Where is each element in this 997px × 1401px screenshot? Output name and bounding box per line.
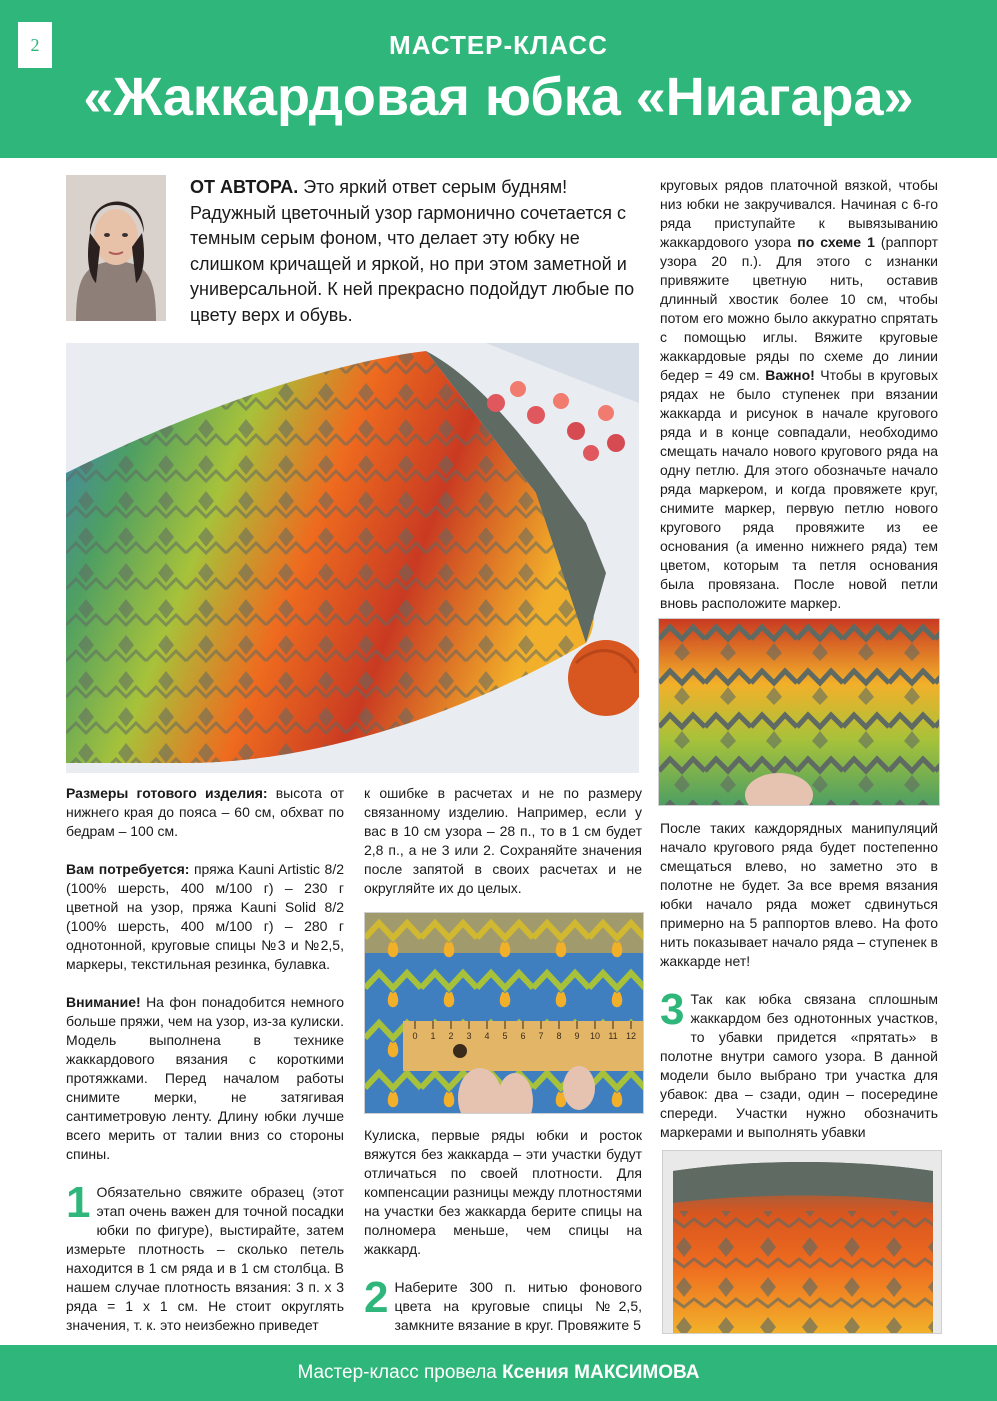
- attention-label: Внимание!: [66, 994, 141, 1010]
- footer-prefix: Мастер-класс провела: [297, 1362, 503, 1383]
- page-number: 2: [18, 22, 52, 68]
- ruler-number: 1: [430, 1031, 436, 1041]
- column-2: [364, 784, 642, 917]
- ruler-number: 4: [484, 1031, 490, 1041]
- step-1-number: 1: [66, 1178, 91, 1227]
- header-band: [0, 0, 997, 158]
- materials-label: Вам потребуется:: [66, 861, 190, 877]
- column-1: [66, 784, 344, 1354]
- col3-text-d: После таких каждорядных манипуляций начало кругового ряда будет постепенно смещаться влево, но заметно это в полотне не будет. За все время вязания юбки начало ряда может сдвинуться примерно на 5 раппортов влево. На фото нить показывает начало ряда – ступенек в жаккарде нет!: [660, 820, 938, 969]
- scheme-label: по схеме 1: [797, 234, 875, 250]
- footer-band: [0, 1345, 997, 1401]
- step-3-number: 3: [660, 985, 685, 1034]
- page-title: «Жаккардовая юбка «Ниагара»: [83, 67, 914, 127]
- ruler-number: 8: [556, 1031, 562, 1041]
- col3-text-a: круговых рядов платочной вязкой, чтобы низ юбки не закручивался. Начиная с 6-го ряда приступайте к вывязыванию жаккардового узора: [660, 177, 938, 250]
- author-intro: [190, 175, 640, 328]
- step-2-number: 2: [364, 1273, 389, 1322]
- ruler-number: 2: [448, 1031, 454, 1041]
- skirt-main-photo: [66, 343, 639, 773]
- jacquard-rows-photo: [658, 618, 940, 806]
- section-kicker: МАСТЕР-КЛАСС: [389, 30, 608, 60]
- column-3-lower: [660, 819, 938, 1161]
- sizes-text: высота от нижнего края до пояса – 60 см, обхват по бедрам – 100 см.: [66, 785, 344, 839]
- col3-text-c: Чтобы в круговых рядах не было ступенек при вязании жаккарда и рисунок в начале кругового ряда и в конце совпадали, необходимо смещать начало нового кругового ряда на одну петлю. Для этого обозначьте начало ряда маркером, и когда провяжете круг, снимите маркер, первую петлю нового кругового ряда провяжите из ее основания (а именно нижнего ряда) тем цветом, которым та петля основания была провязана. После новой петли вновь расположите маркер.: [660, 367, 938, 611]
- column-2-text: к ошибке в расчетах и не по размеру связанному изделию. Например, если у вас в 10 см узора – 28 п., то в 1 см будет 2,8 п., а не 3 или 2. Сохраняйте значения после запятой в своих расчетах и не округляйте их до целых.: [364, 785, 642, 896]
- ruler-photo: [364, 912, 644, 1114]
- ruler-number: 6: [520, 1031, 526, 1041]
- photo-caption: Кулиска, первые ряды юбки и росток вяжутся без жаккарда – эти участки будут отличаться по своей плотности. Для компенсации разницы между плотностями на участки без жаккарда берите спицы на полномера меньше, чем спицы на жаккард.: [364, 1127, 642, 1257]
- ruler-number: 5: [502, 1031, 508, 1041]
- step-3-text: Так как юбка связана сплошным жаккардом без однотонных участков, то убавки придется «прятать» в полотне внутри самого узора. В данной модели было выбрано три участка для убавок: два – сзади, один – посередине спереди. Участки нужно обозначить маркерами и выполнять убавки: [660, 991, 938, 1140]
- intro-lead: ОТ АВТОРА.: [190, 177, 299, 197]
- step-2-text: Наберите 300 п. нитью фонового цвета на круговые спицы №2,5, замкните вязание в круг. Провяжите 5: [394, 1279, 642, 1333]
- ruler-number: 0: [412, 1031, 418, 1041]
- column-3: [660, 176, 938, 632]
- ruler-number: 10: [589, 1031, 601, 1041]
- ruler-number: 11: [608, 1031, 618, 1041]
- materials-text: пряжа Kauni Artistic 8/2 (100% шерсть, 400 м/100 г) – 230 г цветной на узор, пряжа Kauni Solid 8/2 (100% шерсть, 400 м/100 г) – 280 г однотонной, круговые спицы №3 и №2,5, маркеры, текстильная резинка, булавка.: [66, 861, 344, 972]
- column-2-lower: [364, 1126, 642, 1354]
- ruler-number: 9: [574, 1031, 580, 1041]
- ruler-number: 12: [625, 1031, 637, 1041]
- ruler-number: 3: [466, 1031, 472, 1041]
- skirt-waist-photo: [662, 1150, 942, 1334]
- attention-text: На фон понадобится немного больше пряжи, чем на узор, из-за кулиски. Модель выполнена в технике жаккардового вязания с короткими протяжками. Перед началом работы снимите мерки, не затягивая сантиметровую ленту. Длину юбки лучше всего мерить от талии вниз со стороны спины.: [66, 994, 344, 1162]
- footer-author: Ксения МАКСИМОВА: [502, 1362, 700, 1383]
- ruler-number: 7: [538, 1031, 544, 1041]
- col3-text-b: (раппорт узора 20 п.). Для этого с изнанки привяжите цветную нить, оставив длинный хвостик более 10 см, чтобы потом его можно было аккуратно спрятать с помощью иглы. Вяжите круговые жаккардовые ряды по схеме до линии бедер = 49 см.: [660, 234, 938, 383]
- important-label: Важно!: [765, 367, 815, 383]
- sizes-label: Размеры готового изделия:: [66, 785, 268, 801]
- intro-text: Это яркий ответ серым будням! Радужный цветочный узор гармонично сочетается с темным серым фоном, что делает эту юбку не слишком кричащей и яркой, но при этом заметной и универсальной. К ней прекрасно подойдут любые по цвету верх и обувь.: [190, 177, 635, 325]
- step-1-text: Обязательно свяжите образец (этот этап очень важен для точной посадки юбки по фигуре), выстирайте, затем измерьте плотность – сколько петель находится в 1 см ряда и в 1 см столбца. В нашем случае плотность вязания: 3 п. х 3 ряда = 1 х 1 см. Не стоит округлять значения, т. к. это неизбежно приведет: [66, 1184, 344, 1333]
- author-portrait-photo: [66, 175, 166, 321]
